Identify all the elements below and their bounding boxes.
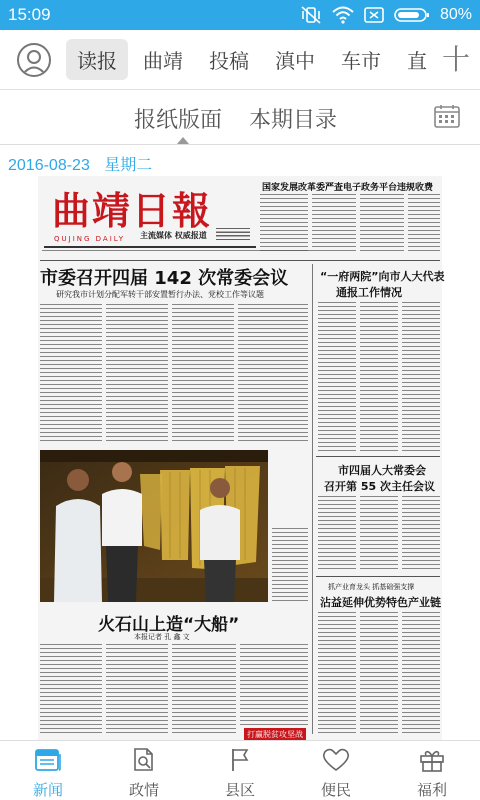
issue-date — [8, 152, 162, 175]
masthead — [52, 180, 212, 243]
divider — [316, 456, 440, 457]
article-headline-top-right[interactable]: 国家发展改革委严查电子政务平台违规收费 — [262, 183, 434, 193]
campaign-stamp: 打赢脱贫攻坚战 — [244, 728, 306, 740]
column-rule — [312, 264, 313, 734]
tab-submit[interactable]: 投稿 — [209, 49, 249, 73]
article-headline-right-2[interactable]: 市四届人大常委会 — [338, 464, 426, 477]
news-photo[interactable] — [40, 450, 268, 602]
article-headline-right-1b[interactable]: 通报工作情况 — [336, 286, 402, 299]
flag-icon — [226, 747, 254, 777]
bottom-nav-counties[interactable] — [192, 741, 288, 800]
bottom-nav-services[interactable] — [288, 741, 384, 800]
article-text — [318, 302, 356, 452]
bottom-nav — [0, 740, 480, 800]
divider — [316, 576, 440, 577]
article-text — [402, 612, 440, 736]
article-text — [408, 194, 440, 254]
top-nav — [0, 30, 480, 90]
user-avatar-icon[interactable] — [17, 43, 51, 77]
bottom-nav-welfare[interactable] — [384, 741, 480, 800]
article-text — [238, 304, 308, 444]
article-subheadline-main: 研究我市计划分配军转干部安置暂行办法、党校工作等议题 — [56, 290, 264, 299]
photo-caption — [272, 528, 308, 602]
article-text — [40, 644, 102, 736]
news-icon — [34, 747, 62, 777]
tab-read-paper[interactable]: 读报 — [66, 39, 128, 80]
sim-off-icon — [364, 6, 384, 24]
article-text — [106, 304, 168, 444]
channel-tabs — [66, 39, 442, 80]
issue-date-value: 2016-08-23 — [8, 157, 90, 174]
bottom-nav-label: 便民 — [320, 781, 351, 799]
article-text — [260, 194, 308, 254]
bottom-nav-news[interactable] — [0, 741, 96, 800]
tab-paper-layout[interactable]: 报纸版面 — [134, 108, 223, 133]
status-bar — [0, 0, 480, 30]
article-text — [172, 304, 234, 444]
article-text — [106, 644, 168, 736]
add-channel-button[interactable]: 十 — [442, 42, 471, 76]
article-headline-right-1[interactable]: “一府两院”向市人大代表 — [320, 270, 445, 283]
tab-auto-market[interactable]: 车市 — [341, 49, 381, 73]
article-text — [40, 304, 102, 444]
heart-icon — [321, 747, 351, 777]
bottom-nav-label: 福利 — [416, 781, 447, 799]
vibrate-off-icon — [300, 5, 322, 25]
article-headline-main[interactable]: 市委召开四届 142 次常委会议 — [40, 268, 289, 289]
wifi-icon — [332, 6, 354, 24]
gift-icon — [418, 747, 446, 777]
tab-dianzhong[interactable]: 滇中 — [275, 49, 315, 73]
article-kicker-right-3: 抓产业育龙头 抓基础强支撑 — [328, 583, 415, 591]
article-headline-right-3[interactable]: 沾益延伸优势特色产业链 — [320, 596, 441, 609]
masthead-title: 曲靖日報 — [52, 188, 213, 233]
article-text — [318, 496, 356, 572]
article-text — [172, 644, 236, 736]
article-text — [318, 612, 356, 736]
article-headline-photo-story[interactable]: 火石山上造“大船” — [98, 615, 240, 635]
tab-issue-contents[interactable]: 本期目录 — [249, 108, 338, 133]
bottom-nav-politics[interactable] — [96, 741, 192, 800]
article-text — [360, 612, 398, 736]
paper-viewer[interactable] — [0, 146, 480, 740]
status-time: 15:09 — [8, 5, 51, 24]
article-text — [240, 644, 308, 728]
battery-icon — [394, 7, 430, 23]
bottom-nav-label: 新闻 — [32, 781, 63, 799]
divider — [40, 260, 440, 261]
article-text — [402, 302, 440, 452]
issue-weekday: 星期二 — [104, 157, 153, 174]
bottom-nav-label: 政情 — [128, 781, 159, 799]
masthead-slogan: 主流媒体 权威报道 — [140, 231, 207, 240]
article-text — [312, 194, 356, 254]
battery-percent: 80% — [439, 6, 472, 23]
tab-qujing[interactable]: 曲靖 — [143, 49, 183, 73]
masthead-rule — [44, 246, 256, 248]
document-search-icon — [130, 747, 158, 777]
masthead-pinyin: QUJING DAILY — [54, 235, 126, 243]
article-headline-right-2b[interactable]: 召开第 55 次主任会议 — [324, 480, 435, 493]
article-text — [360, 302, 398, 452]
article-text — [360, 496, 398, 572]
tab-live[interactable]: 直 — [407, 49, 427, 73]
sub-nav — [0, 91, 480, 145]
bottom-nav-label: 县区 — [224, 781, 255, 799]
article-byline: 本报记者 孔 鑫 文 — [134, 633, 190, 641]
masthead-issue-info — [216, 228, 250, 242]
article-text — [360, 194, 404, 254]
newspaper-page[interactable] — [38, 176, 445, 740]
active-indicator — [177, 137, 189, 144]
article-text — [402, 496, 440, 572]
calendar-icon[interactable] — [434, 104, 460, 132]
